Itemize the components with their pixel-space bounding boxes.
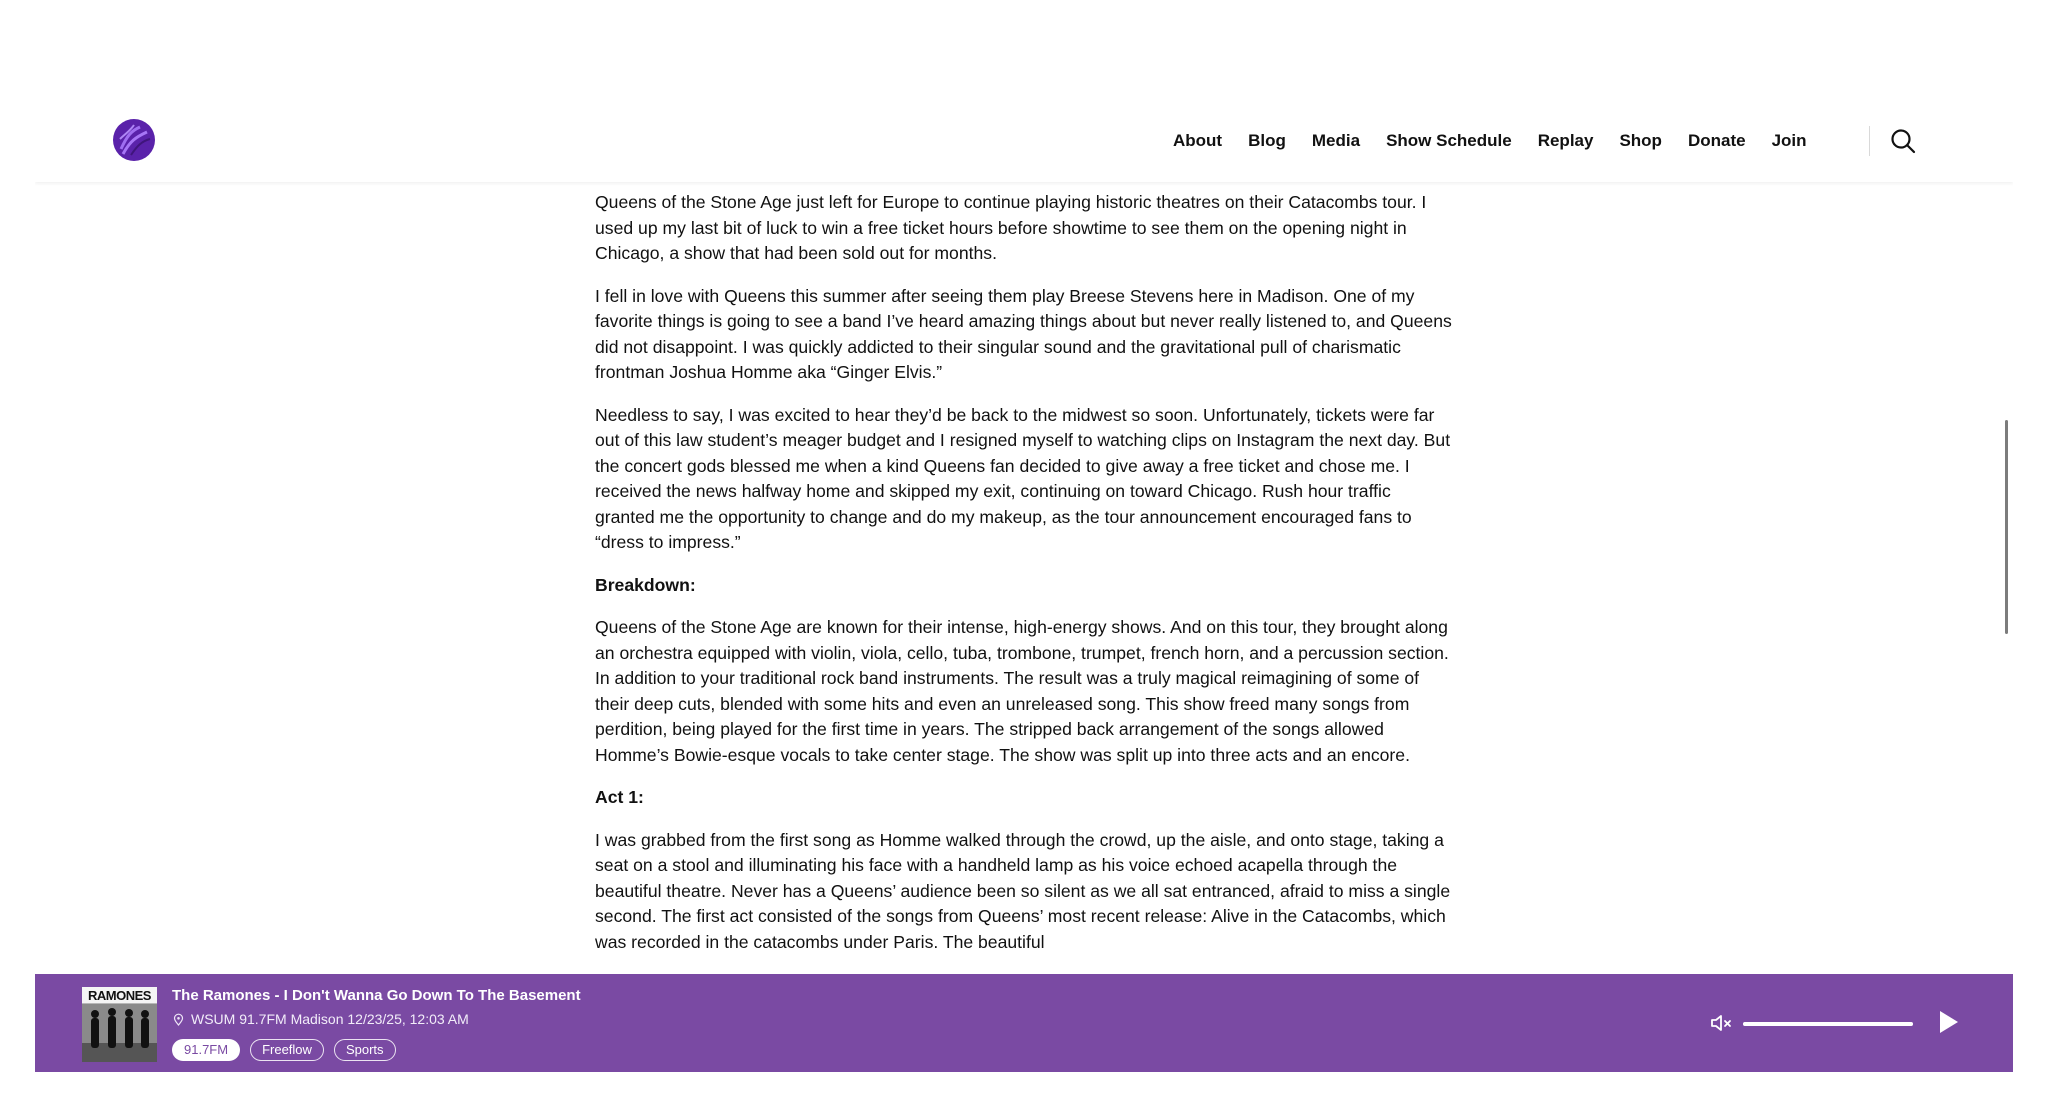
nav-show-schedule[interactable]: Show Schedule xyxy=(1386,131,1512,150)
page-scrollbar[interactable] xyxy=(2005,420,2008,634)
play-icon[interactable] xyxy=(1933,1007,1963,1037)
tag-917fm[interactable]: 91.7FM xyxy=(172,1039,240,1061)
header-divider xyxy=(1869,126,1870,156)
volume-slider[interactable] xyxy=(1743,1022,1913,1026)
article-paragraph: Needless to say, I was excited to hear they’d be back to the midwest so soon. Unfortunately, tickets were far out of this law student’s meager budget and I resigned myself to watching clips on Instagram the next day. But the concert gods blessed me when a kind Queens fan decided to give away a free ticket and chose me. I received the news halfway home and skipped my exit, continuing on toward Chicago. Rush hour traffic granted me the opportunity to change and do my makeup, as the tour announcement encouraged fans to “dress to impress.” xyxy=(595,404,1451,552)
article-paragraph: Queens of the Stone Age are known for their intense, high-energy shows. And on this tour, they brought along an orchestra equipped with violin, viola, cello, tuba, trombone, trumpet, french horn, and a percussion section. In addition to your traditional rock band instruments. The result was a truly magical reimagining of some of their deep cuts, blended with some hits and even an unreleased song. This show freed many songs from perdition, being played for the first time in years. The stripped back arrangement of the songs allowed Homme’s Bowie-esque vocals to take center stage. The show was split up into three acts and an encore. xyxy=(595,617,1449,765)
tag-sports[interactable]: Sports xyxy=(334,1039,396,1061)
nav-replay[interactable]: Replay xyxy=(1537,131,1594,150)
location-pin-icon xyxy=(172,1013,185,1026)
main-navigation xyxy=(1173,128,1807,154)
nav-blog[interactable]: Blog xyxy=(1248,131,1286,150)
nav-donate[interactable]: Donate xyxy=(1687,131,1746,150)
site-frame xyxy=(35,62,2013,1072)
nav-about[interactable]: About xyxy=(1173,131,1223,150)
station-line xyxy=(172,1010,872,1028)
volume-muted-icon[interactable] xyxy=(1709,1011,1733,1035)
album-art-title: RAMONES xyxy=(88,988,151,1003)
nav-shop[interactable]: Shop xyxy=(1619,131,1662,150)
volume-fill xyxy=(1743,1022,1913,1026)
nav-media[interactable]: Media xyxy=(1311,131,1361,150)
site-header xyxy=(35,62,2013,182)
section-heading-act-1: Act 1: xyxy=(595,787,644,807)
article-body xyxy=(595,190,1453,972)
station-text: WSUM 91.7FM Madison 12/23/25, 12:03 AM xyxy=(191,1011,469,1027)
nav-join[interactable]: Join xyxy=(1771,131,1807,150)
article-paragraph: I was grabbed from the first song as Homme walked through the crowd, up the aisle, and onto stage, taking a seat on a stool and illuminating his face with a handheld lamp as his voice echoed acapella through the beautiful theatre. Never has a Queens’ audience been so silent as we all sat entranced, afraid to miss a single second. The first act consisted of the songs from Queens’ most recent release: Alive in the Catacombs, which was recorded in the catacombs under Paris. The beautiful xyxy=(595,829,1451,952)
article-paragraph: I fell in love with Queens this summer after seeing them play Breese Stevens here in Madison. One of my favorite things is going to see a band I’ve heard amazing things about but never really listened to, and Queens did not disappoint. I was quickly addicted to their singular sound and the gravitational pull of charismatic frontman Joshua Homme aka “Ginger Elvis.” xyxy=(595,285,1452,382)
band-photo-icon xyxy=(82,1004,157,1062)
article-paragraph: Queens of the Stone Age just left for Europe to continue playing historic theatres on their Catacombs tour. I used up my last bit of luck to win a free ticket hours before showtime to see them on the opening night in Chicago, a show that had been sold out for months. xyxy=(595,192,1427,263)
section-heading-breakdown: Breakdown: xyxy=(595,574,696,595)
logo-icon[interactable] xyxy=(113,119,155,161)
tag-freeflow[interactable]: Freeflow xyxy=(250,1039,324,1061)
station-tags xyxy=(172,1039,396,1061)
track-info xyxy=(172,986,872,1028)
track-title: The Ramones - I Don't Wanna Go Down To The Basement xyxy=(172,987,581,1004)
search-icon[interactable] xyxy=(1888,126,1918,156)
album-art xyxy=(82,987,157,1062)
audio-player xyxy=(35,974,2013,1072)
